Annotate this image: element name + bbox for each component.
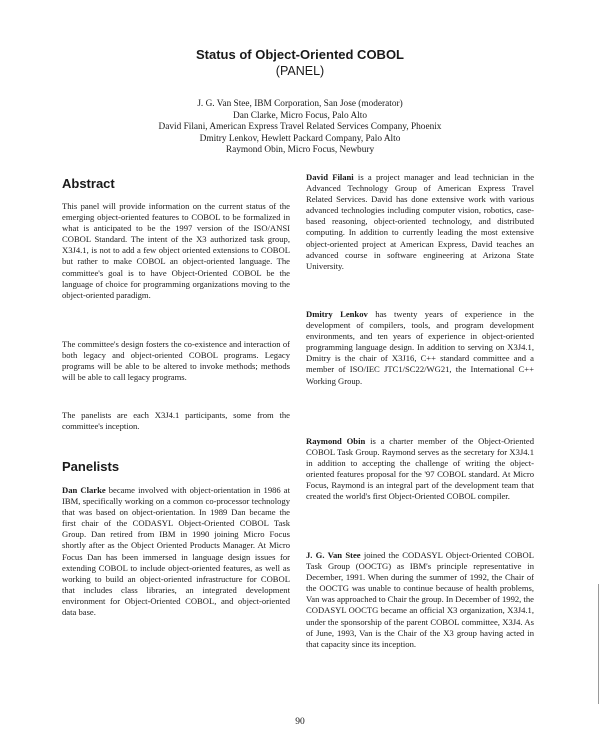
panelist-name: Dmitry Lenkov	[306, 309, 368, 319]
panelists-heading: Panelists	[62, 459, 120, 474]
panelist-bio	[62, 485, 290, 618]
author-line: David Filani, American Express Travel Related Services Company, Phoenix	[158, 122, 442, 132]
panelist-text: became involved with object-orientation in 1986 at IBM, specifically working on a common co-processor technology that was based on object-orientation. In 1989 Dan became the first chair of the CODASYL Object-Oriented COBOL Task Group. Dan retired from IBM in 1990 joining Micro Focus shortly after as the Object Oriented Products Manager. At Micro Focus Dan has been immersed in language design issues for extending COBOL to include object-oriented features, as well as working to build an object-oriented infrastructure for COBOL that includes class libraries, an integrated development environment for Object-Oriented COBOL, and object-oriented data base.	[62, 485, 290, 618]
author-line: Raymond Obin, Micro Focus, Newbury	[225, 145, 375, 155]
author-line: J. G. Van Stee, IBM Corporation, San Jose (moderator)	[197, 99, 403, 109]
abstract-paragraph: This panel will provide information on the current status of the emerging object-oriented features to COBOL to be formalized in what is anticipated to be the 1997 version of the ISO/ANSI COBOL Standard. The intent of the X3 authorized task group, X3J4.1, is not to add a few object oriented extensions to COBOL but rather to make COBOL an object-oriented language. The committee's goal is to have Object-Oriented COBOL be the language of choice for programming organizations moving to the object-oriented paradigm.	[62, 201, 290, 300]
panelist-name: J. G. Van Stee	[306, 550, 361, 560]
panelist-text: is a project manager and lead technician in the Advanced Technology Group of American Express Travel Related Services. David has done extensive work with various advanced technologies including computer vision, robotics, case-based reasoning, object-oriented technology, and distributed computing. In addition to currently leading the most extensive object-oriented project at American Express, David teaches an advanced course in software engineering at Arizona State University.	[306, 172, 535, 271]
author-list	[0, 99, 600, 157]
paper-title: Status of Object-Oriented COBOL	[195, 47, 404, 62]
author-line: Dan Clarke, Micro Focus, Palo Alto	[232, 110, 367, 121]
panelist-text: joined the CODASYL Object-Oriented COBOL Task Group (OOCTG) as IBM's principle representative in December, 1991. When during the summer of 1992, the Chair of the OOCTG was unable to continue because of health problems, Van was approached to Chair the group. In December of 1992, the CODASYL OOCTG became an official X3 organization, X3J4.1, under the sponsorship of the parent COBOL committee, X3J4. As of June, 1993, Van is the Chair of the X3 group having acted in that capacity since its inception.	[306, 550, 534, 649]
panelist-text: is a charter member of the Object-Oriented COBOL Task Group. Raymond serves as the secretary for X3J4.1 in addition to accepting the challenge of writing the object-oriented features proposal for the '97 COBOL standard. At Micro Focus, Raymond is an integral part of the development team that created the world's first Object-Oriented COBOL compiler.	[306, 436, 534, 502]
page-number: 90	[295, 717, 305, 727]
panelist-name: Raymond Obin	[306, 436, 366, 446]
panelist-bio	[306, 172, 534, 272]
abstract-paragraph: The committee's design fosters the co-existence and interaction of both legacy and object-oriented COBOL programs. Legacy programs will be able to be altered to invoke methods; methods will be able to call legacy programs.	[62, 339, 290, 383]
panelist-bio	[306, 436, 534, 503]
panelist-text: has twenty years of experience in the development of compilers, tools, and program development environments, and ten years of experience in object-oriented programming language design. In addition to serving on X3J4.1, Dmitry is the chair of X3J16, C++ standard committee and a member of ISO/IEC JTC1/SC22/WG21, the International C++ Working Group.	[306, 309, 534, 386]
abstract-heading: Abstract	[62, 176, 115, 191]
abstract-paragraph: The panelists are each X3J4.1 participants, some from the committee's inception.	[62, 410, 290, 432]
margin-rule	[598, 584, 599, 704]
panelist-name: David Filani	[306, 172, 354, 182]
panelist-bio	[306, 550, 534, 650]
paper-subtitle: (PANEL)	[275, 64, 325, 78]
author-line: Dmitry Lenkov, Hewlett Packard Company, Palo Alto	[199, 133, 401, 144]
panelist-name: Dan Clarke	[62, 485, 106, 495]
panelist-bio	[306, 309, 534, 387]
